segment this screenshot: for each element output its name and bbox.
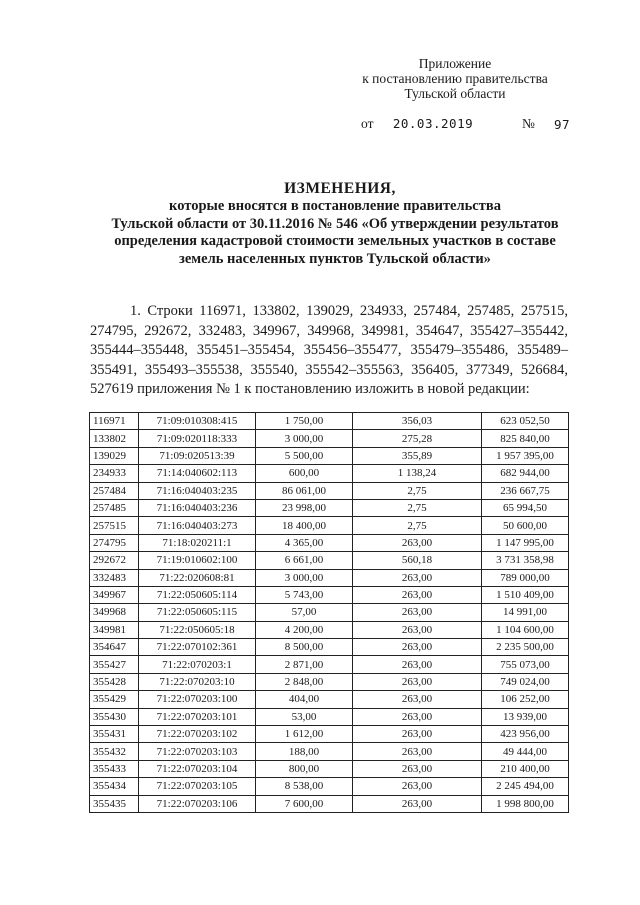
cost-cell: 825 840,00 <box>482 430 569 447</box>
area-cell: 3 000,00 <box>256 569 353 586</box>
table-row <box>90 743 569 760</box>
table-row <box>90 673 569 690</box>
cost-cell: 623 052,50 <box>482 413 569 430</box>
subtitle-line: которые вносятся в постановление правительства <box>169 198 501 214</box>
row-number-cell: 355430 <box>90 708 139 725</box>
table-row <box>90 639 569 656</box>
table-row <box>90 795 569 812</box>
cadastral-number-cell: 71:19:010602:100 <box>139 552 256 569</box>
cost-cell: 2 245 494,00 <box>482 778 569 795</box>
cadastral-number-cell: 71:22:070203:106 <box>139 795 256 812</box>
area-cell: 600,00 <box>256 465 353 482</box>
table-row <box>90 430 569 447</box>
cost-cell: 1 998 800,00 <box>482 795 569 812</box>
table-row <box>90 413 569 430</box>
row-number-cell: 332483 <box>90 569 139 586</box>
cost-cell: 65 994,50 <box>482 499 569 516</box>
subtitle-line: определения кадастровой стоимости земельных участков в составе <box>114 233 556 249</box>
cost-cell: 236 667,75 <box>482 482 569 499</box>
area-cell: 18 400,00 <box>256 517 353 534</box>
cost-cell: 423 956,00 <box>482 726 569 743</box>
date-value: 20.03.2019 <box>392 116 474 131</box>
cadastral-number-cell: 71:22:070203:100 <box>139 691 256 708</box>
rate-cell: 356,03 <box>353 413 482 430</box>
cadastral-number-cell: 71:22:070203:1 <box>139 656 256 673</box>
cost-cell: 1 147 995,00 <box>482 534 569 551</box>
cadastral-number-cell: 71:09:020513:39 <box>139 447 256 464</box>
cadastral-table <box>89 412 569 813</box>
rate-cell: 263,00 <box>353 795 482 812</box>
cost-cell: 1 957 395,00 <box>482 447 569 464</box>
area-cell: 2 871,00 <box>256 656 353 673</box>
table-row <box>90 499 569 516</box>
rate-cell: 263,00 <box>353 708 482 725</box>
cost-cell: 13 939,00 <box>482 708 569 725</box>
cadastral-number-cell: 71:09:020118:333 <box>139 430 256 447</box>
row-number-cell: 139029 <box>90 447 139 464</box>
row-number-cell: 355434 <box>90 778 139 795</box>
cost-cell: 789 000,00 <box>482 569 569 586</box>
rate-cell: 263,00 <box>353 534 482 551</box>
table-row <box>90 760 569 777</box>
appendix-line: к постановлению правительства <box>362 71 548 86</box>
cost-cell: 49 444,00 <box>482 743 569 760</box>
row-number-cell: 355431 <box>90 726 139 743</box>
area-cell: 86 061,00 <box>256 482 353 499</box>
date-label: от <box>361 116 374 131</box>
area-cell: 8 500,00 <box>256 639 353 656</box>
appendix-line: Приложение <box>418 56 492 71</box>
date-number-line <box>361 116 571 132</box>
table-row <box>90 726 569 743</box>
area-cell: 188,00 <box>256 743 353 760</box>
body-paragraph: 1. Строки 116971, 133802, 139029, 234933, 257484, 257485, 257515, 274795, 292672, 332483, 349967, 349968, 349981, 354647, 355427–355442, 355444–355448, 355451–355454, 355456–355477, 355479–355486, 355489–355491, 355493–355538, 355540, 355542–355563, 356405, 377349, 526684, 527619 приложения № 1 к постановлению изложить в новой редакции: <box>90 303 568 397</box>
area-cell: 53,00 <box>256 708 353 725</box>
rate-cell: 263,00 <box>353 726 482 743</box>
table-row <box>90 552 569 569</box>
area-cell: 5 743,00 <box>256 586 353 603</box>
cadastral-number-cell: 71:22:070203:102 <box>139 726 256 743</box>
cadastral-number-cell: 71:22:070203:104 <box>139 760 256 777</box>
row-number-cell: 133802 <box>90 430 139 447</box>
row-number-cell: 355427 <box>90 656 139 673</box>
table-row <box>90 465 569 482</box>
document-title: ИЗМЕНЕНИЯ, <box>284 180 396 197</box>
row-number-cell: 257484 <box>90 482 139 499</box>
table-row <box>90 517 569 534</box>
area-cell: 57,00 <box>256 604 353 621</box>
cost-cell: 106 252,00 <box>482 691 569 708</box>
row-number-cell: 257485 <box>90 499 139 516</box>
area-cell: 800,00 <box>256 760 353 777</box>
cadastral-number-cell: 71:14:040602:113 <box>139 465 256 482</box>
area-cell: 8 538,00 <box>256 778 353 795</box>
rate-cell: 2,75 <box>353 482 482 499</box>
row-number-cell: 355433 <box>90 760 139 777</box>
rate-cell: 275,28 <box>353 430 482 447</box>
rate-cell: 263,00 <box>353 569 482 586</box>
cadastral-number-cell: 71:22:050605:114 <box>139 586 256 603</box>
row-number-cell: 116971 <box>90 413 139 430</box>
rate-cell: 263,00 <box>353 778 482 795</box>
table-row <box>90 534 569 551</box>
cadastral-number-cell: 71:22:050605:115 <box>139 604 256 621</box>
cadastral-number-cell: 71:16:040403:236 <box>139 499 256 516</box>
area-cell: 5 500,00 <box>256 447 353 464</box>
area-cell: 4 365,00 <box>256 534 353 551</box>
row-number-cell: 349967 <box>90 586 139 603</box>
cost-cell: 2 235 500,00 <box>482 639 569 656</box>
rate-cell: 263,00 <box>353 760 482 777</box>
cost-cell: 749 024,00 <box>482 673 569 690</box>
cadastral-number-cell: 71:22:070102:361 <box>139 639 256 656</box>
table-body <box>90 413 569 813</box>
cadastral-number-cell: 71:22:070203:103 <box>139 743 256 760</box>
cadastral-number-cell: 71:09:010308:415 <box>139 413 256 430</box>
rate-cell: 263,00 <box>353 586 482 603</box>
rate-cell: 263,00 <box>353 639 482 656</box>
cadastral-number-cell: 71:16:040403:273 <box>139 517 256 534</box>
cost-cell: 14 991,00 <box>482 604 569 621</box>
area-cell: 3 000,00 <box>256 430 353 447</box>
cost-cell: 755 073,00 <box>482 656 569 673</box>
area-cell: 7 600,00 <box>256 795 353 812</box>
rate-cell: 263,00 <box>353 621 482 638</box>
row-number-cell: 257515 <box>90 517 139 534</box>
cadastral-number-cell: 71:22:070203:105 <box>139 778 256 795</box>
area-cell: 4 200,00 <box>256 621 353 638</box>
table-row <box>90 604 569 621</box>
rate-cell: 2,75 <box>353 517 482 534</box>
area-cell: 404,00 <box>256 691 353 708</box>
row-number-cell: 355435 <box>90 795 139 812</box>
cadastral-number-cell: 71:22:050605:18 <box>139 621 256 638</box>
cost-cell: 1 104 600,00 <box>482 621 569 638</box>
cost-cell: 3 731 358,98 <box>482 552 569 569</box>
table-row <box>90 708 569 725</box>
table-row <box>90 778 569 795</box>
rate-cell: 1 138,24 <box>353 465 482 482</box>
rate-cell: 560,18 <box>353 552 482 569</box>
number-label: № <box>522 116 535 131</box>
table-row <box>90 621 569 638</box>
cost-cell: 1 510 409,00 <box>482 586 569 603</box>
cadastral-number-cell: 71:22:070203:101 <box>139 708 256 725</box>
subtitle-line: Тульской области от 30.11.2016 № 546 «Об утверждении результатов <box>111 215 559 232</box>
area-cell: 6 661,00 <box>256 552 353 569</box>
cadastral-number-cell: 71:18:020211:1 <box>139 534 256 551</box>
cadastral-number-cell: 71:22:020608:81 <box>139 569 256 586</box>
row-number-cell: 354647 <box>90 639 139 656</box>
row-number-cell: 349981 <box>90 621 139 638</box>
cadastral-number-cell: 71:16:040403:235 <box>139 482 256 499</box>
rate-cell: 263,00 <box>353 656 482 673</box>
row-number-cell: 355429 <box>90 691 139 708</box>
rate-cell: 263,00 <box>353 691 482 708</box>
rate-cell: 263,00 <box>353 673 482 690</box>
table-row <box>90 447 569 464</box>
document-subtitle <box>85 198 585 268</box>
row-number-cell: 355432 <box>90 743 139 760</box>
area-cell: 2 848,00 <box>256 673 353 690</box>
cost-cell: 682 944,00 <box>482 465 569 482</box>
area-cell: 1 612,00 <box>256 726 353 743</box>
number-value: 97 <box>554 117 571 132</box>
row-number-cell: 355428 <box>90 673 139 690</box>
table-row <box>90 586 569 603</box>
row-number-cell: 234933 <box>90 465 139 482</box>
cost-cell: 210 400,00 <box>482 760 569 777</box>
rate-cell: 263,00 <box>353 743 482 760</box>
cadastral-number-cell: 71:22:070203:10 <box>139 673 256 690</box>
rate-cell: 355,89 <box>353 447 482 464</box>
area-cell: 23 998,00 <box>256 499 353 516</box>
row-number-cell: 292672 <box>90 552 139 569</box>
appendix-line: Тульской области <box>404 86 506 101</box>
appendix-block <box>340 56 570 101</box>
table-row <box>90 691 569 708</box>
rate-cell: 263,00 <box>353 604 482 621</box>
area-cell: 1 750,00 <box>256 413 353 430</box>
row-number-cell: 274795 <box>90 534 139 551</box>
table-row <box>90 569 569 586</box>
subtitle-line: земель населенных пунктов Тульской области» <box>179 250 491 267</box>
row-number-cell: 349968 <box>90 604 139 621</box>
cost-cell: 50 600,00 <box>482 517 569 534</box>
table-row <box>90 482 569 499</box>
table-row <box>90 656 569 673</box>
rate-cell: 2,75 <box>353 499 482 516</box>
